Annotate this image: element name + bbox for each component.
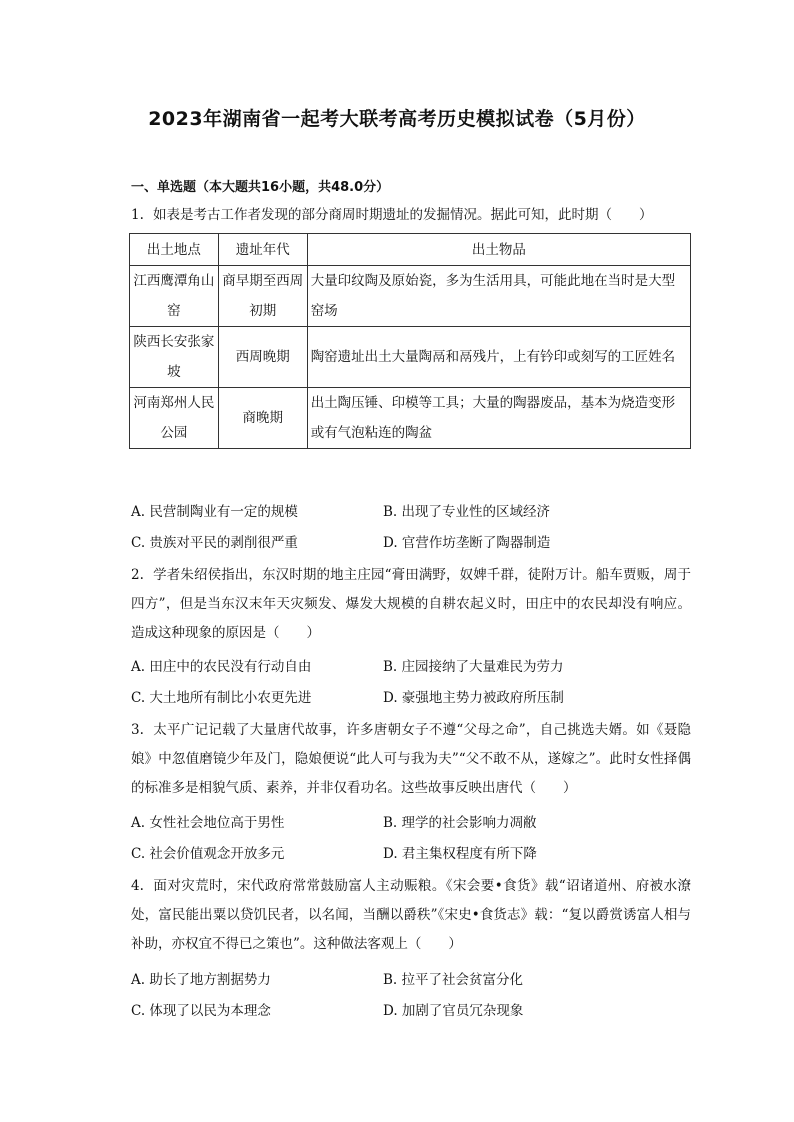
table-cell: 商早期至西周初期 bbox=[218, 266, 307, 327]
option-a[interactable]: A. 助长了地方割据势力 bbox=[131, 972, 271, 988]
table-row bbox=[130, 266, 691, 327]
option-d[interactable]: D. 官营作坊垄断了陶器制造 bbox=[383, 535, 551, 551]
option-b[interactable]: B. 拉平了社会贫富分化 bbox=[383, 972, 524, 988]
table-cell: 商晚期 bbox=[218, 388, 307, 449]
option-b[interactable]: B. 理学的社会影响力凋敝 bbox=[383, 815, 537, 831]
question-number: 4. bbox=[131, 878, 144, 894]
options-question-3 bbox=[131, 808, 691, 870]
question-3 bbox=[131, 716, 691, 803]
option-b[interactable]: B. 出现了专业性的区域经济 bbox=[383, 504, 551, 520]
table-row bbox=[130, 388, 691, 449]
option-b[interactable]: B. 庄园接纳了大量难民为劳力 bbox=[383, 659, 564, 675]
table-header-cell: 出土物品 bbox=[307, 234, 690, 266]
question-2 bbox=[131, 561, 691, 648]
table-row bbox=[130, 327, 691, 388]
question-stem: 太平广记记载了大量唐代故事，许多唐朝女子不遵“父母之命”，自己挑选夫婿。如《聂隐娘》中忽值磨镜少年及门，隐娘便说“此人可与我为夫”“父不敢不从，遂嫁之”。此时女性择偶的标准多是相貌气质、素养，并非仅看功名。这些故事反映出唐代（ ） bbox=[131, 722, 691, 796]
question-stem: 面对灾荒时，宋代政府常常鼓励富人主动赈粮。《宋会要•食货》载“诏诸道州、府被水潦处，富民能出粟以贷饥民者，以名闻，当酬以爵秩”《宋史•食货志》载：“复以爵赏诱富人相与补助，亦权宜不得已之策也”。这种做法客观上（ ） bbox=[131, 878, 691, 952]
option-a[interactable]: A. 田庄中的农民没有行动自由 bbox=[131, 659, 312, 675]
section-heading: 一、单选题（本大题共16小题，共48.0分） bbox=[131, 180, 390, 195]
table-cell: 西周晚期 bbox=[218, 327, 307, 388]
table-cell: 出土陶压锤、印模等工具；大量的陶器废品，基本为烧造变形或有气泡粘连的陶盆 bbox=[307, 388, 690, 449]
table-header-row bbox=[130, 234, 691, 266]
page-title: 2023年湖南省一起考大联考高考历史模拟试卷（5月份） bbox=[148, 108, 646, 130]
question-stem: 学者朱绍侯指出，东汉时期的地主庄园“膏田满野，奴婢千群，徒附万计。船车贾贩，周于四方”，但是当东汉末年天灾频发、爆发大规模的自耕农起义时，田庄中的农民却没有响应。造成这种现象的原因是（ ） bbox=[131, 567, 691, 641]
option-c[interactable]: C. 体现了以民为本理念 bbox=[131, 1003, 271, 1019]
question-number: 2. bbox=[131, 567, 144, 583]
option-c[interactable]: C. 贵族对平民的剥削很严重 bbox=[131, 535, 298, 551]
question-stem: 如表是考古工作者发现的部分商周时期遗址的发掘情况。据此可知，此时期（ ） bbox=[153, 207, 653, 223]
table-cell: 陕西长安张家坡 bbox=[130, 327, 219, 388]
table-cell: 大量印纹陶及原始瓷，多为生活用具，可能此地在当时是大型窑场 bbox=[307, 266, 690, 327]
table-header-cell: 遗址年代 bbox=[218, 234, 307, 266]
option-d[interactable]: D. 君主集权程度有所下降 bbox=[383, 846, 537, 862]
option-d[interactable]: D. 豪强地主势力被政府所压制 bbox=[383, 690, 564, 706]
question-1 bbox=[131, 201, 691, 230]
option-a[interactable]: A. 民营制陶业有一定的规模 bbox=[131, 504, 298, 520]
options-question-4 bbox=[131, 965, 691, 1027]
question-number: 1. bbox=[131, 207, 144, 223]
option-c[interactable]: C. 社会价值观念开放多元 bbox=[131, 846, 285, 862]
question-number: 3. bbox=[131, 722, 144, 738]
option-a[interactable]: A. 女性社会地位高于男性 bbox=[131, 815, 285, 831]
option-c[interactable]: C. 大土地所有制比小农更先进 bbox=[131, 690, 312, 706]
options-question-1 bbox=[131, 497, 691, 559]
table-cell: 陶窑遗址出土大量陶鬲和鬲残片，上有钤印或刻写的工匠姓名 bbox=[307, 327, 690, 388]
excavation-table bbox=[129, 233, 691, 449]
table-cell: 河南郑州人民公园 bbox=[130, 388, 219, 449]
question-4 bbox=[131, 872, 691, 959]
table-cell: 江西鹰潭角山窑 bbox=[130, 266, 219, 327]
options-question-2 bbox=[131, 652, 691, 714]
table-header-cell: 出土地点 bbox=[130, 234, 219, 266]
option-d[interactable]: D. 加剧了官员冗杂现象 bbox=[383, 1003, 524, 1019]
